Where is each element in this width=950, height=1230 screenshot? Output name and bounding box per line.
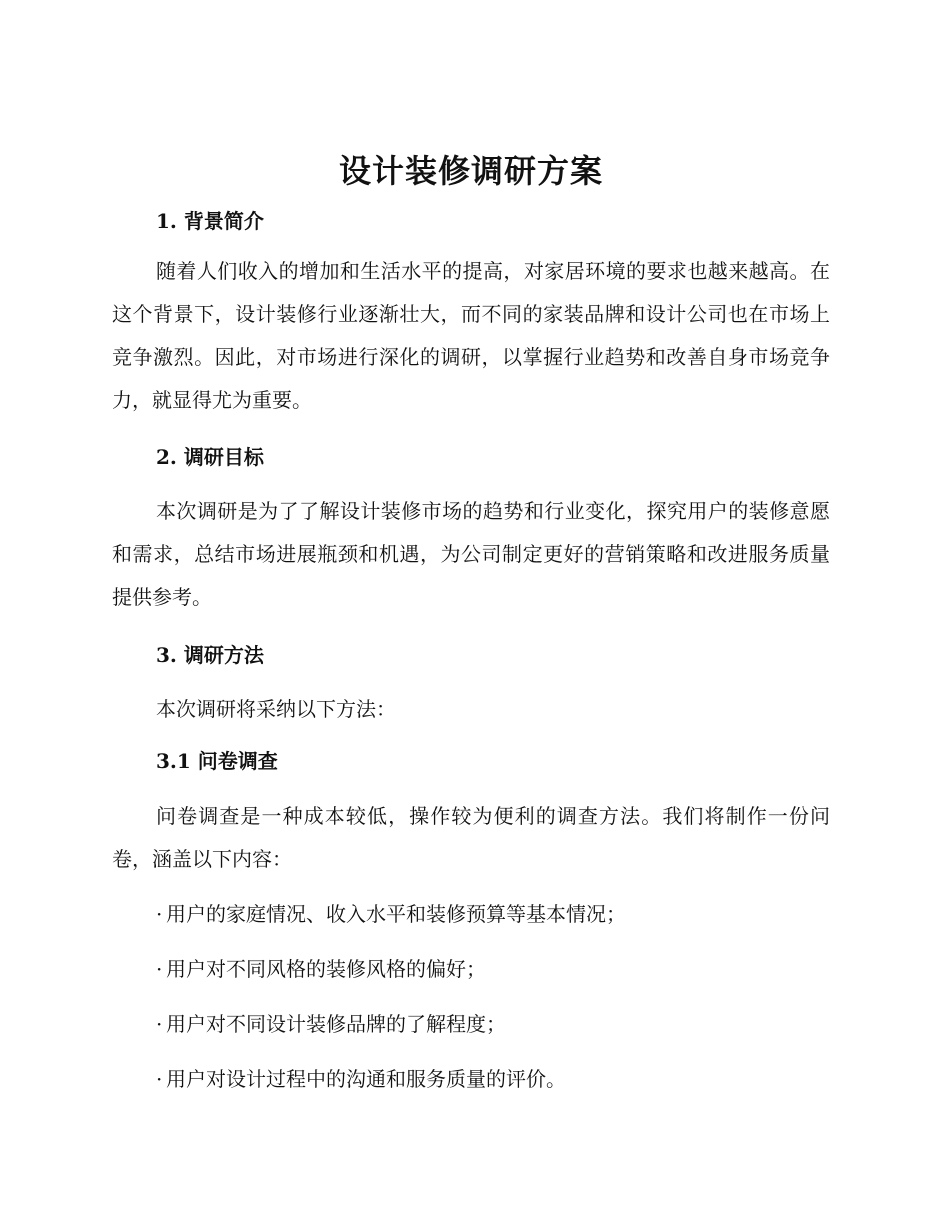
bullet-icon: · [156, 902, 163, 926]
section-paragraph-goal: 本次调研是为了了解设计装修市场的趋势和行业变化，探究用户的装修意愿和需求，总结市场进展瓶颈和机遇，为公司制定更好的营销策略和改进服务质量提供参考。 [112, 499, 830, 609]
list-item [112, 1058, 830, 1101]
list-item-text: 用户对设计过程中的沟通和服务质量的评价。 [166, 1067, 566, 1091]
survey-bullet-list [112, 893, 830, 1101]
section-heading-background: 1. 背景简介 [156, 209, 264, 233]
section-heading-method: 3. 调研方法 [156, 643, 264, 667]
list-item [112, 1003, 830, 1046]
list-item-text: 用户对不同风格的装修风格的偏好； [166, 957, 486, 981]
document-page [112, 140, 830, 1101]
list-item [112, 893, 830, 936]
bullet-icon: · [156, 1012, 163, 1036]
list-item-text: 用户对不同设计装修品牌的了解程度； [166, 1012, 506, 1036]
section-heading-survey: 3.1 问卷调查 [156, 749, 278, 773]
section-paragraph-survey: 问卷调查是一种成本较低，操作较为便利的调查方法。我们将制作一份问卷，涵盖以下内容： [112, 804, 830, 871]
bullet-icon: · [156, 957, 163, 981]
list-item [112, 948, 830, 991]
list-item-text: 用户的家庭情况、收入水平和装修预算等基本情况； [166, 902, 626, 926]
section-paragraph-background: 随着人们收入的增加和生活水平的提高，对家居环境的要求也越来越高。在这个背景下，设计装修行业逐渐壮大，而不同的家装品牌和设计公司也在市场上竞争激烈。因此，对市场进行深化的调研，以掌握行业趋势和改善自身市场竞争力，就显得尤为重要。 [112, 259, 830, 412]
section-heading-goal: 2. 调研目标 [156, 445, 264, 469]
bullet-icon: · [156, 1067, 163, 1091]
section-paragraph-method: 本次调研将采纳以下方法： [156, 697, 396, 721]
document-title: 设计装修调研方案 [338, 152, 603, 190]
